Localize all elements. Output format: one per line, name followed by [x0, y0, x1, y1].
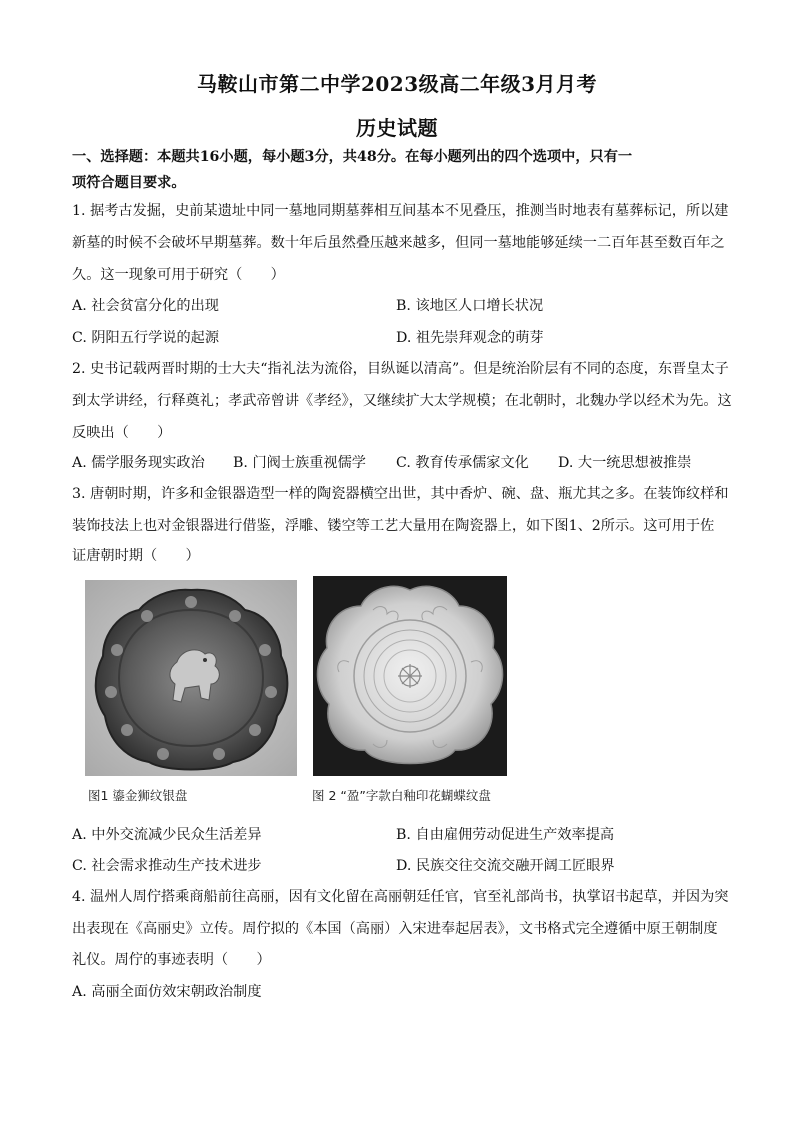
q4-line-3: 礼仪。周佇的事迹表明（ ）: [72, 952, 271, 968]
q3-option-c: C. 社会需求推动生产技术进步: [72, 858, 262, 874]
exam-subject: 历史试题: [356, 116, 438, 140]
q4-line-2: 出表现在《高丽史》立传。周佇拟的《本国（高丽）入宋进奉起居表》，文书格式完全遵循中原王朝制度: [72, 921, 718, 937]
q1-line-1: 1. 据考古发掘，史前某遗址中同一墓地同期墓葬相互间基本不见叠压，推测当时地表有墓葬标记，所以建: [72, 203, 729, 219]
q2-line-3: 反映出（ ）: [72, 425, 172, 441]
silver-plate-image: [85, 580, 297, 776]
q3-line-2: 装饰技法上也对金银器进行借鉴，浮雕、镂空等工艺大量用在陶瓷器上，如下图1、2所示。这可用于佐: [72, 518, 715, 534]
q3-option-a: A. 中外交流减少民众生活差异: [72, 827, 262, 843]
q2-option-c: C. 教育传承儒家文化: [396, 455, 529, 471]
q3-line-1: 3. 唐朝时期，许多和金银器造型一样的陶瓷器横空出世，其中香炉、碗、盘、瓶尤其之多。在装饰纹样和: [72, 486, 729, 502]
q3-option-b: B. 自由雇佣劳动促进生产效率提高: [396, 827, 615, 843]
section-heading: [72, 144, 724, 196]
figure-1-silver-plate: [85, 580, 297, 776]
q1-option-b: B. 该地区人口增长状况: [396, 298, 544, 314]
figure-2-white-glazed-plate: [313, 576, 507, 776]
q1-line-3: 久。这一现象可用于研究（ ）: [72, 267, 285, 283]
section-heading-line-2: 项符合题目要求。: [72, 175, 186, 191]
q2-option-b: B. 门阀士族重视儒学: [233, 455, 366, 471]
q2-line-2: 到太学讲经，行释奠礼；孝武帝曾讲《孝经》，又继续扩大太学规模；在北朝时，北魏办学以经术为先。这: [72, 393, 732, 409]
q1-option-a: A. 社会贫富分化的出现: [72, 298, 219, 314]
figure-2-caption: 图 2 “盈”字款白釉印花蝴蝶纹盘: [312, 788, 491, 803]
q4-option-a: A. 高丽全面仿效宋朝政治制度: [72, 984, 262, 1000]
white-plate-image: [313, 576, 507, 776]
q1-line-2: 新墓的时候不会破坏早期墓葬。数十年后虽然叠压越来越多，但同一墓地能够延续一二百年甚至数百年之: [72, 235, 725, 251]
q4-line-1: 4. 温州人周佇搭乘商船前往高丽，因有文化留在高丽朝廷任官，官至礼部尚书，执掌诏书起草，并因为突: [72, 889, 729, 905]
q2-option-d: D. 大一统思想被推崇: [558, 455, 692, 471]
q1-option-c: C. 阴阳五行学说的起源: [72, 330, 220, 346]
q1-option-d: D. 祖先崇拜观念的萌芽: [396, 330, 544, 346]
q2-option-a: A. 儒学服务现实政治: [72, 455, 205, 471]
section-heading-line-1: 一、选择题：本题共16小题，每小题3分，共48分。在每小题列出的四个选项中，只有一: [72, 149, 633, 165]
exam-title: 马鞍山市第二中学2023级高二年级3月月考: [196, 72, 598, 96]
q3-line-3: 证唐朝时期（ ）: [72, 548, 200, 564]
q2-line-1: 2. 史书记载两晋时期的士大夫“指礼法为流俗，目纵诞以清高”。但是统治阶层有不同的态度，东晋皇太子: [72, 361, 729, 377]
q3-option-d: D. 民族交往交流交融开阔工匠眼界: [396, 858, 615, 874]
figure-1-caption: 图1 鎏金狮纹银盘: [88, 788, 188, 803]
